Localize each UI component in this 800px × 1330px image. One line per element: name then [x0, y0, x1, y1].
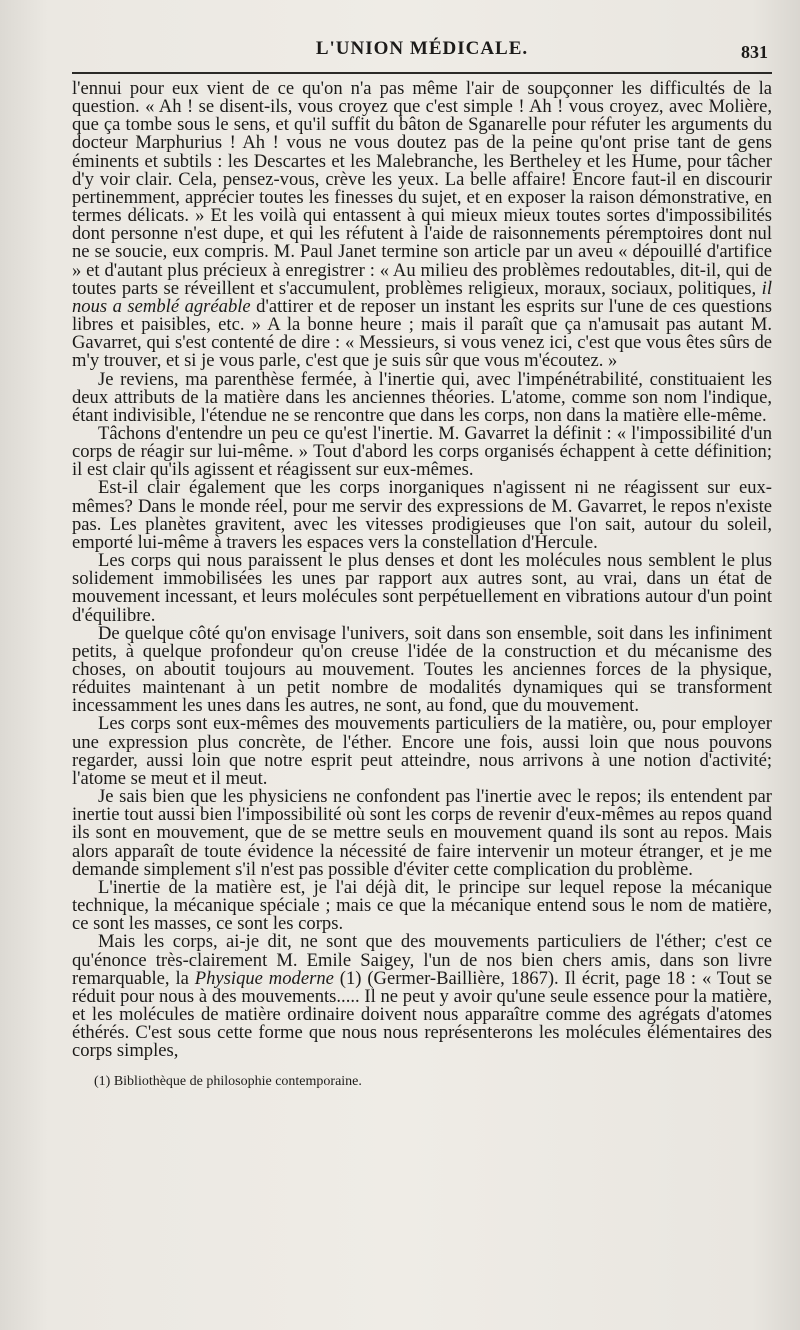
text-run: d'attirer et de reposer un instant les esprits sur l'une de ces questions libres et paisibles, etc. » A la bonne heure ; mais il paraît que ça n'amusait pas autant M. Gavarret, qui s'est contenté de dire : « Messieurs, si vous venez ici, c'est que vous êtes sûrs de m'y trouver, et si je vous parle, c'est que je suis sûr que vous m'écoutez. »	[72, 295, 772, 372]
paragraph	[72, 788, 772, 879]
footnote: (1) Bibliothèque de philosophie contemporaine.	[94, 1074, 362, 1090]
text-run: De quelque côté qu'on envisage l'univers, soit dans son ensemble, soit dans les infiniment petits, à quelque profondeur qu'on creuse l'idée de la construction et du mécanisme des choses, on aboutit toujours au mouvement. Toutes les anciennes forces de la physique, réduites maintenant à un petit nombre de modalités dynamiques qui se transforment incessamment les unes dans les autres, ne sont, au fond, que du mouvement.	[72, 622, 772, 717]
paragraph	[72, 552, 772, 625]
paragraph	[72, 715, 772, 788]
paragraph	[72, 80, 772, 371]
italic-text: Physique moderne	[194, 967, 334, 989]
paragraph	[72, 876, 772, 935]
text-run: l'ennui pour eux vient de ce qu'on n'a pas même l'air de soupçonner les difficultés de la question. « Ah ! se disent-ils, vous croyez que c'est simple ! Ah ! vous croyez, avec Molière, que ça tombe sous le sens, et qu'il suffit du bâton de Sganarelle pour réfuter les arguments du docteur Marphurius ! Ah ! vous ne vous doutez pas de la peine qu'ont prise tant de gens éminents et subtils : les Descartes et les Malebranche, les Bertheley et les Hume, pour tâcher d'y voir clair. Cela, pensez-vous, crève les yeux. La belle affaire! Encore faut-il en discourir pertinemment, apprécier toutes les finesses du sujet, et en exposer la raison démonstrative, en termes délicats. » Et les voilà qui entassent à qui mieux mieux toutes sortes d'impossibilités dont personne n'est dupe, et qui les réfutent à l'aide de raisonnements péremptoires dont nul ne se soucie, eux compris. M. Paul Janet termine son article par un aveu « dépouillé d'artifice » et d'autant plus précieux à enregistrer : « Au milieu des problèmes redoutables, dit-il, qui de toutes parts se réveillent et s'accumulent, problèmes religieux, moraux, sociaux, politiques,	[72, 78, 772, 299]
running-head: L'UNION MÉDICALE.	[315, 38, 529, 59]
text-run: Mais les corps, ai-je dit, ne sont que des mouvements particuliers de l'éther; c'est ce qu'énonce très-clairement M. Emile Saigey, l'un de nos bien chers amis, dans son livre remarquable, la	[72, 931, 772, 989]
text-run: Je reviens, ma parenthèse fermée, à l'inertie qui, avec l'impénétrabilité, constituaient les deux attributs de la matière dans les anciennes théories. L'atome, comme son nom l'indique, étant indivisible, l'étendue ne se rencontre que dans les corps, non dans la matière elle-même.	[72, 368, 772, 426]
text-run: Tâchons d'entendre un peu ce qu'est l'inertie. M. Gavarret la définit : « l'impossibilité d'un corps de réagir sur lui-même. » Tout d'abord les corps organisés échappent à cette définition; il est clair qu'ils agissent et réagissent sur eux-mêmes.	[72, 422, 772, 481]
page-number: 831	[741, 42, 768, 62]
paragraph	[72, 933, 772, 1060]
text-run: Je sais bien que les physiciens ne confondent pas l'inertie avec le repos; ils entendent par inertie tout aussi bien l'impossibilité où sont les corps de revenir d'eux-mêmes au repos quand ils sont en mouvement, que de se mettre seuls en mouvement quand ils sont au repos. Mais alors apparaît de toute évidence la nécessité de faire intervenir un moteur étranger, et je me demande simplement s'il n'est pas possible d'éviter cette complication du problème.	[72, 786, 772, 880]
paragraph	[72, 422, 772, 481]
text-run: Les corps qui nous paraissent le plus denses et dont les molécules nous semblent le plus solidement immobilisées les unes par rapport aux autres sont, au vrai, dans un état de mouvement incessant, et leurs molécules sont perpétuellement en vibrations autour d'un point d'équilibre.	[72, 550, 772, 626]
text-run: Les corps sont eux-mêmes des mouvements particuliers de la matière, ou, pour employer une expression plus concrète, de l'éther. Encore une fois, aussi loin que nous pouvons regarder, aussi loin que notre esprit peut atteindre, nous arrivons à une notion d'activité; l'atome se meut et il meut.	[72, 713, 772, 789]
text-run: (1) (Germer-Baillière, 1867). Il écrit, page 18 : « Tout se réduit pour nous à des mouvements..... Il ne peut y avoir qu'une seule essence pour la matière, et les molécules de matière ordinaire doivent nous apparaître comme des agrégats d'atomes éthérés. C'est sous cette forme que nous nous représenterons les molécules élémentaires des corps simples,	[72, 967, 772, 1062]
italic-text: il nous a semblé agréable	[72, 277, 772, 317]
paragraph	[72, 368, 772, 426]
text-run: Est-il clair également que les corps inorganiques n'agissent ni ne réagissent sur eux-mêmes? Dans le monde réel, pour me servir des expressions de M. Gavarret, le repos n'existe pas. Les planètes gravitent, avec les vitesses prodigieuses que l'on sait, autour du soleil, emporté lui-même à travers les espaces vers la constellation d'Hercule.	[72, 477, 772, 553]
text-run: L'inertie de la matière est, je l'ai déjà dit, le principe sur lequel repose la mécanique technique, la mécanique spéciale ; mais ce que la mécanique entend sous le nom de matière, ce sont les masses, ce sont les corps.	[72, 876, 772, 935]
body-text	[72, 80, 772, 1060]
paragraph	[72, 479, 772, 552]
page-header	[72, 38, 772, 74]
paragraph	[72, 622, 772, 717]
